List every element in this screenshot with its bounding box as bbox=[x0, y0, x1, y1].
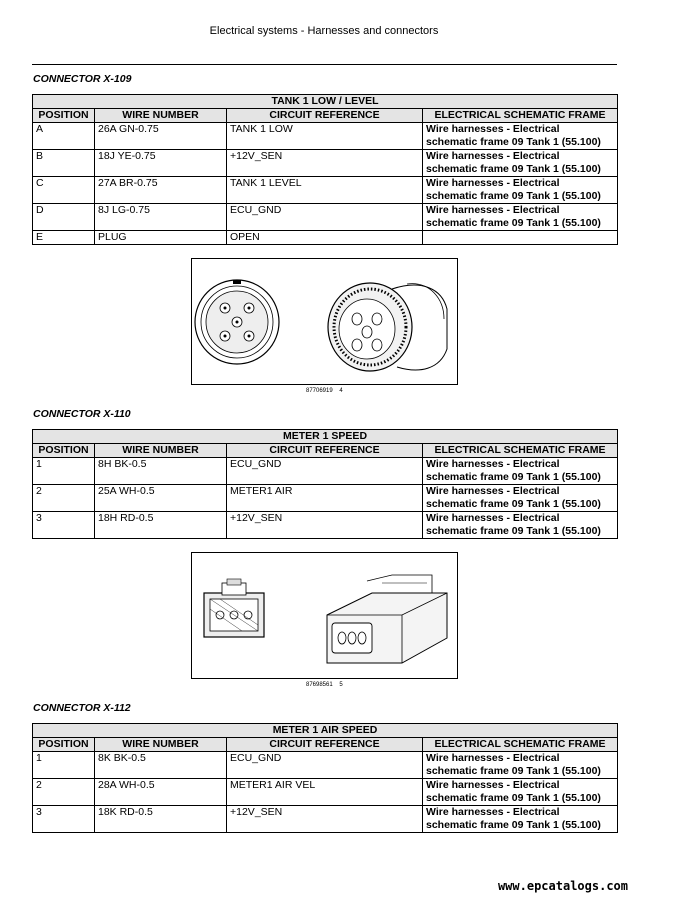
table-caption: METER 1 SPEED bbox=[33, 430, 618, 444]
watermark-link[interactable]: www.epcatalogs.com bbox=[497, 879, 628, 893]
header-rule bbox=[32, 64, 617, 65]
cell-wire: PLUG bbox=[95, 231, 227, 245]
cell-wire: 8J LG-0.75 bbox=[95, 204, 227, 231]
frame-line-2: schematic frame 09 Tank 1 (55.100) bbox=[426, 217, 601, 229]
cell-position: 3 bbox=[33, 512, 95, 539]
cell-frame bbox=[423, 485, 618, 512]
connector-x110-figure bbox=[191, 552, 458, 679]
frame-line-1: Wire harnesses - Electrical bbox=[426, 204, 560, 216]
cell-circuit: METER1 AIR VEL bbox=[227, 779, 423, 806]
col-header-wire-number: WIRE NUMBER bbox=[95, 738, 227, 752]
cell-frame bbox=[423, 123, 618, 150]
cell-circuit: ECU_GND bbox=[227, 204, 423, 231]
table-row bbox=[33, 779, 618, 806]
cell-circuit: METER1 AIR bbox=[227, 485, 423, 512]
cell-wire: 28A WH-0.5 bbox=[95, 779, 227, 806]
table-caption: METER 1 AIR SPEED bbox=[33, 724, 618, 738]
frame-line-2: schematic frame 09 Tank 1 (55.100) bbox=[426, 471, 601, 483]
frame-line-2: schematic frame 09 Tank 1 (55.100) bbox=[426, 190, 601, 202]
cell-wire: 18J YE-0.75 bbox=[95, 150, 227, 177]
cell-frame bbox=[423, 231, 618, 245]
cell-frame bbox=[423, 806, 618, 833]
figure-number: 4 bbox=[339, 388, 343, 394]
cell-position: C bbox=[33, 177, 95, 204]
connector-x109-table bbox=[32, 94, 618, 245]
cell-circuit: +12V_SEN bbox=[227, 150, 423, 177]
cell-position: 1 bbox=[33, 752, 95, 779]
cell-circuit: +12V_SEN bbox=[227, 512, 423, 539]
table-row bbox=[33, 177, 618, 204]
table-row bbox=[33, 231, 618, 245]
connector-x112-table bbox=[32, 723, 618, 833]
table-row bbox=[33, 150, 618, 177]
figure-caption bbox=[306, 388, 343, 394]
col-header-wire-number: WIRE NUMBER bbox=[95, 109, 227, 123]
figure-code: 87706919 bbox=[306, 388, 333, 394]
table-caption: TANK 1 LOW / LEVEL bbox=[33, 95, 618, 109]
cell-position: E bbox=[33, 231, 95, 245]
cell-wire: 27A BR-0.75 bbox=[95, 177, 227, 204]
round-connector-illustration bbox=[192, 259, 457, 384]
table-row bbox=[33, 204, 618, 231]
table-row bbox=[33, 806, 618, 833]
col-header-circuit-reference: CIRCUIT REFERENCE bbox=[227, 738, 423, 752]
connector-x112-title: CONNECTOR X-112 bbox=[33, 702, 131, 714]
cell-circuit: +12V_SEN bbox=[227, 806, 423, 833]
frame-line-2: schematic frame 09 Tank 1 (55.100) bbox=[426, 819, 601, 831]
connector-x109-title: CONNECTOR X-109 bbox=[33, 73, 132, 85]
cell-circuit: TANK 1 LOW bbox=[227, 123, 423, 150]
frame-line-1: Wire harnesses - Electrical bbox=[426, 485, 560, 497]
cell-frame bbox=[423, 177, 618, 204]
col-header-schematic-frame: ELECTRICAL SCHEMATIC FRAME bbox=[423, 109, 618, 123]
cell-position: B bbox=[33, 150, 95, 177]
cell-position: 3 bbox=[33, 806, 95, 833]
cell-frame bbox=[423, 204, 618, 231]
page-header-title: Electrical systems - Harnesses and connectors bbox=[209, 25, 439, 37]
frame-line-2: schematic frame 09 Tank 1 (55.100) bbox=[426, 792, 601, 804]
figure-caption bbox=[306, 682, 343, 688]
cell-wire: 25A WH-0.5 bbox=[95, 485, 227, 512]
col-header-position: POSITION bbox=[33, 738, 95, 752]
frame-line-2: schematic frame 09 Tank 1 (55.100) bbox=[426, 525, 601, 537]
figure-number: 5 bbox=[339, 682, 343, 688]
table-row bbox=[33, 123, 618, 150]
frame-line-1: Wire harnesses - Electrical bbox=[426, 458, 560, 470]
frame-line-1: Wire harnesses - Electrical bbox=[426, 779, 560, 791]
col-header-position: POSITION bbox=[33, 109, 95, 123]
cell-wire: 18K RD-0.5 bbox=[95, 806, 227, 833]
cell-wire: 8K BK-0.5 bbox=[95, 752, 227, 779]
cell-frame bbox=[423, 779, 618, 806]
frame-line-1: Wire harnesses - Electrical bbox=[426, 177, 560, 189]
frame-line-2: schematic frame 09 Tank 1 (55.100) bbox=[426, 765, 601, 777]
col-header-circuit-reference: CIRCUIT REFERENCE bbox=[227, 444, 423, 458]
col-header-schematic-frame: ELECTRICAL SCHEMATIC FRAME bbox=[423, 738, 618, 752]
cell-frame bbox=[423, 458, 618, 485]
cell-frame bbox=[423, 752, 618, 779]
cell-position: 2 bbox=[33, 485, 95, 512]
rectangular-connector-illustration bbox=[192, 553, 457, 678]
col-header-position: POSITION bbox=[33, 444, 95, 458]
frame-line-2: schematic frame 09 Tank 1 (55.100) bbox=[426, 498, 601, 510]
col-header-circuit-reference: CIRCUIT REFERENCE bbox=[227, 109, 423, 123]
cell-wire: 18H RD-0.5 bbox=[95, 512, 227, 539]
col-header-schematic-frame: ELECTRICAL SCHEMATIC FRAME bbox=[423, 444, 618, 458]
cell-circuit: TANK 1 LEVEL bbox=[227, 177, 423, 204]
frame-line-1: Wire harnesses - Electrical bbox=[426, 512, 560, 524]
frame-line-1: Wire harnesses - Electrical bbox=[426, 123, 560, 135]
cell-circuit: ECU_GND bbox=[227, 458, 423, 485]
table-row bbox=[33, 458, 618, 485]
cell-position: A bbox=[33, 123, 95, 150]
cell-circuit: OPEN bbox=[227, 231, 423, 245]
col-header-wire-number: WIRE NUMBER bbox=[95, 444, 227, 458]
frame-line-1: Wire harnesses - Electrical bbox=[426, 150, 560, 162]
cell-wire: 8H BK-0.5 bbox=[95, 458, 227, 485]
cell-circuit: ECU_GND bbox=[227, 752, 423, 779]
table-row bbox=[33, 485, 618, 512]
figure-code: 87698561 bbox=[306, 682, 333, 688]
cell-wire: 26A GN-0.75 bbox=[95, 123, 227, 150]
connector-x109-figure bbox=[191, 258, 458, 385]
connector-x110-title: CONNECTOR X-110 bbox=[33, 408, 131, 420]
cell-position: D bbox=[33, 204, 95, 231]
frame-line-2: schematic frame 09 Tank 1 (55.100) bbox=[426, 136, 601, 148]
frame-line-1: Wire harnesses - Electrical bbox=[426, 806, 560, 818]
connector-x110-table bbox=[32, 429, 618, 539]
frame-line-1: Wire harnesses - Electrical bbox=[426, 752, 560, 764]
table-row bbox=[33, 752, 618, 779]
cell-frame bbox=[423, 512, 618, 539]
cell-position: 2 bbox=[33, 779, 95, 806]
cell-position: 1 bbox=[33, 458, 95, 485]
table-row bbox=[33, 512, 618, 539]
frame-line-2: schematic frame 09 Tank 1 (55.100) bbox=[426, 163, 601, 175]
cell-frame bbox=[423, 150, 618, 177]
